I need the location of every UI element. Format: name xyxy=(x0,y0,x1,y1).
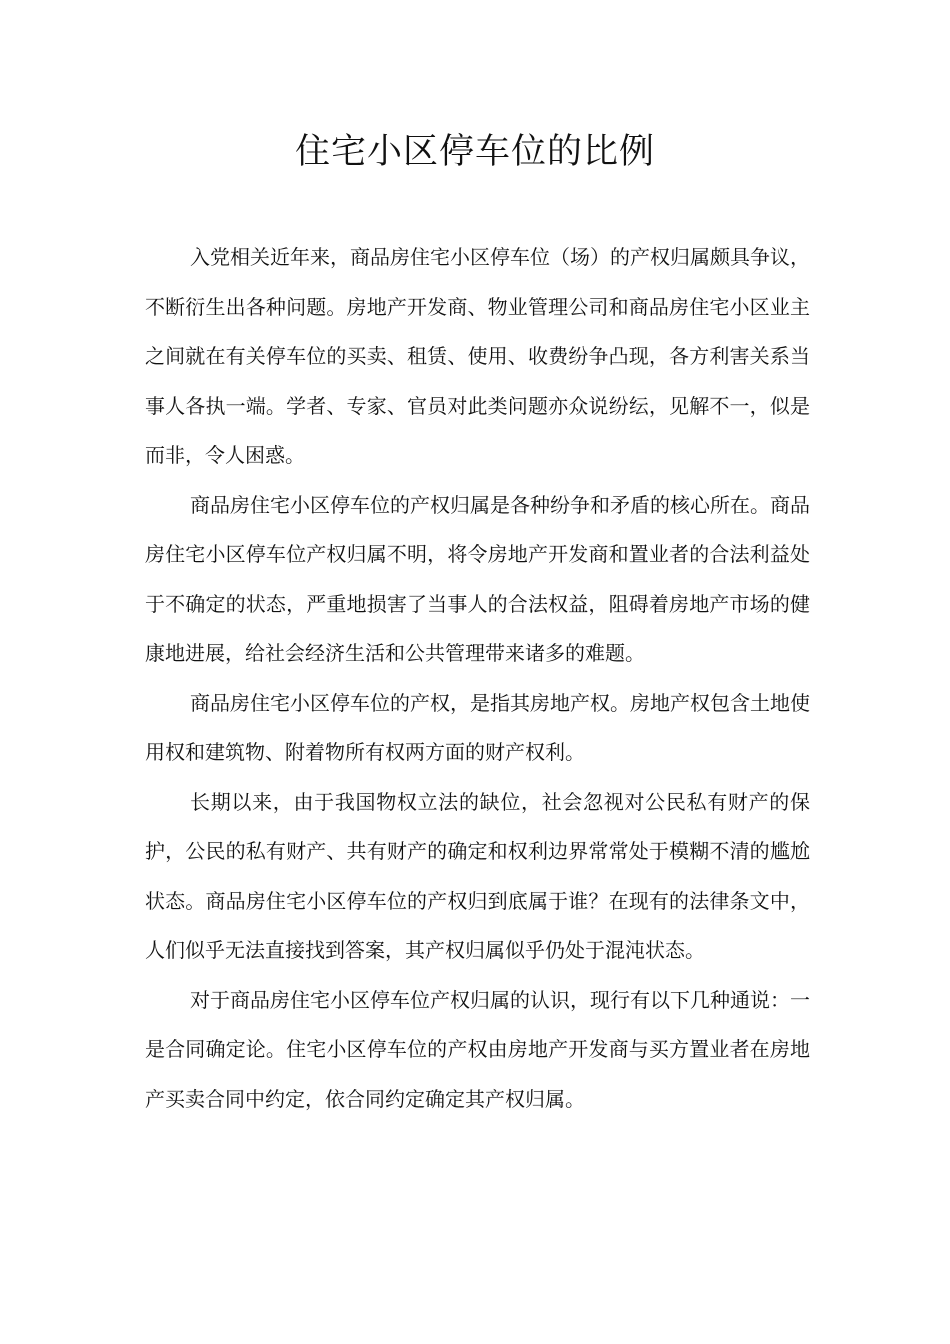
document-title: 住宅小区停车位的比例 xyxy=(294,132,655,172)
paragraph-2: 商品房住宅小区停车位的产权归属是各种纷争和矛盾的核心所在。商品房住宅小区停车位产权归属不明，将令房地产开发商和置业者的合法利益处于不确定的状态，严重地损害了当事人的合法权益，阻碍着房地产市场的健康地进展，给社会经济生活和公共管理带来诸多的难题。 xyxy=(145,492,810,665)
paragraph-3: 商品房住宅小区停车位的产权，是指其房地产权。房地产权包含土地使用权和建筑物、附着物所有权两方面的财产权利。 xyxy=(145,690,810,764)
paragraph-1: 入党相关近年来，商品房住宅小区停车位（场）的产权归属颇具争议，不断衍生出各种问题。房地产开发商、物业管理公司和商品房住宅小区业主之间就在有关停车位的买卖、租赁、使用、收费纷争凸现，各方利害关系当事人各执一端。学者、专家、官员对此类问题亦众说纷纭，见解不一，似是而非，令人困惑。 xyxy=(145,245,810,467)
document-body xyxy=(145,233,810,1124)
paragraph-5: 对于商品房住宅小区停车位产权归属的认识，现行有以下几种通说：一是合同确定论。住宅小区停车位的产权由房地产开发商与买方置业者在房地产买卖合同中约定，依合同约定确定其产权归属。 xyxy=(145,987,810,1111)
paragraph-4: 长期以来，由于我国物权立法的缺位，社会忽视对公民私有财产的保护，公民的私有财产、共有财产的确定和权利边界常常处于模糊不清的尴尬状态。商品房住宅小区停车位的产权归到底属于谁？在现有的法律条文中，人们似乎无法直接找到答案，其产权归属似乎仍处于混沌状态。 xyxy=(145,789,810,962)
